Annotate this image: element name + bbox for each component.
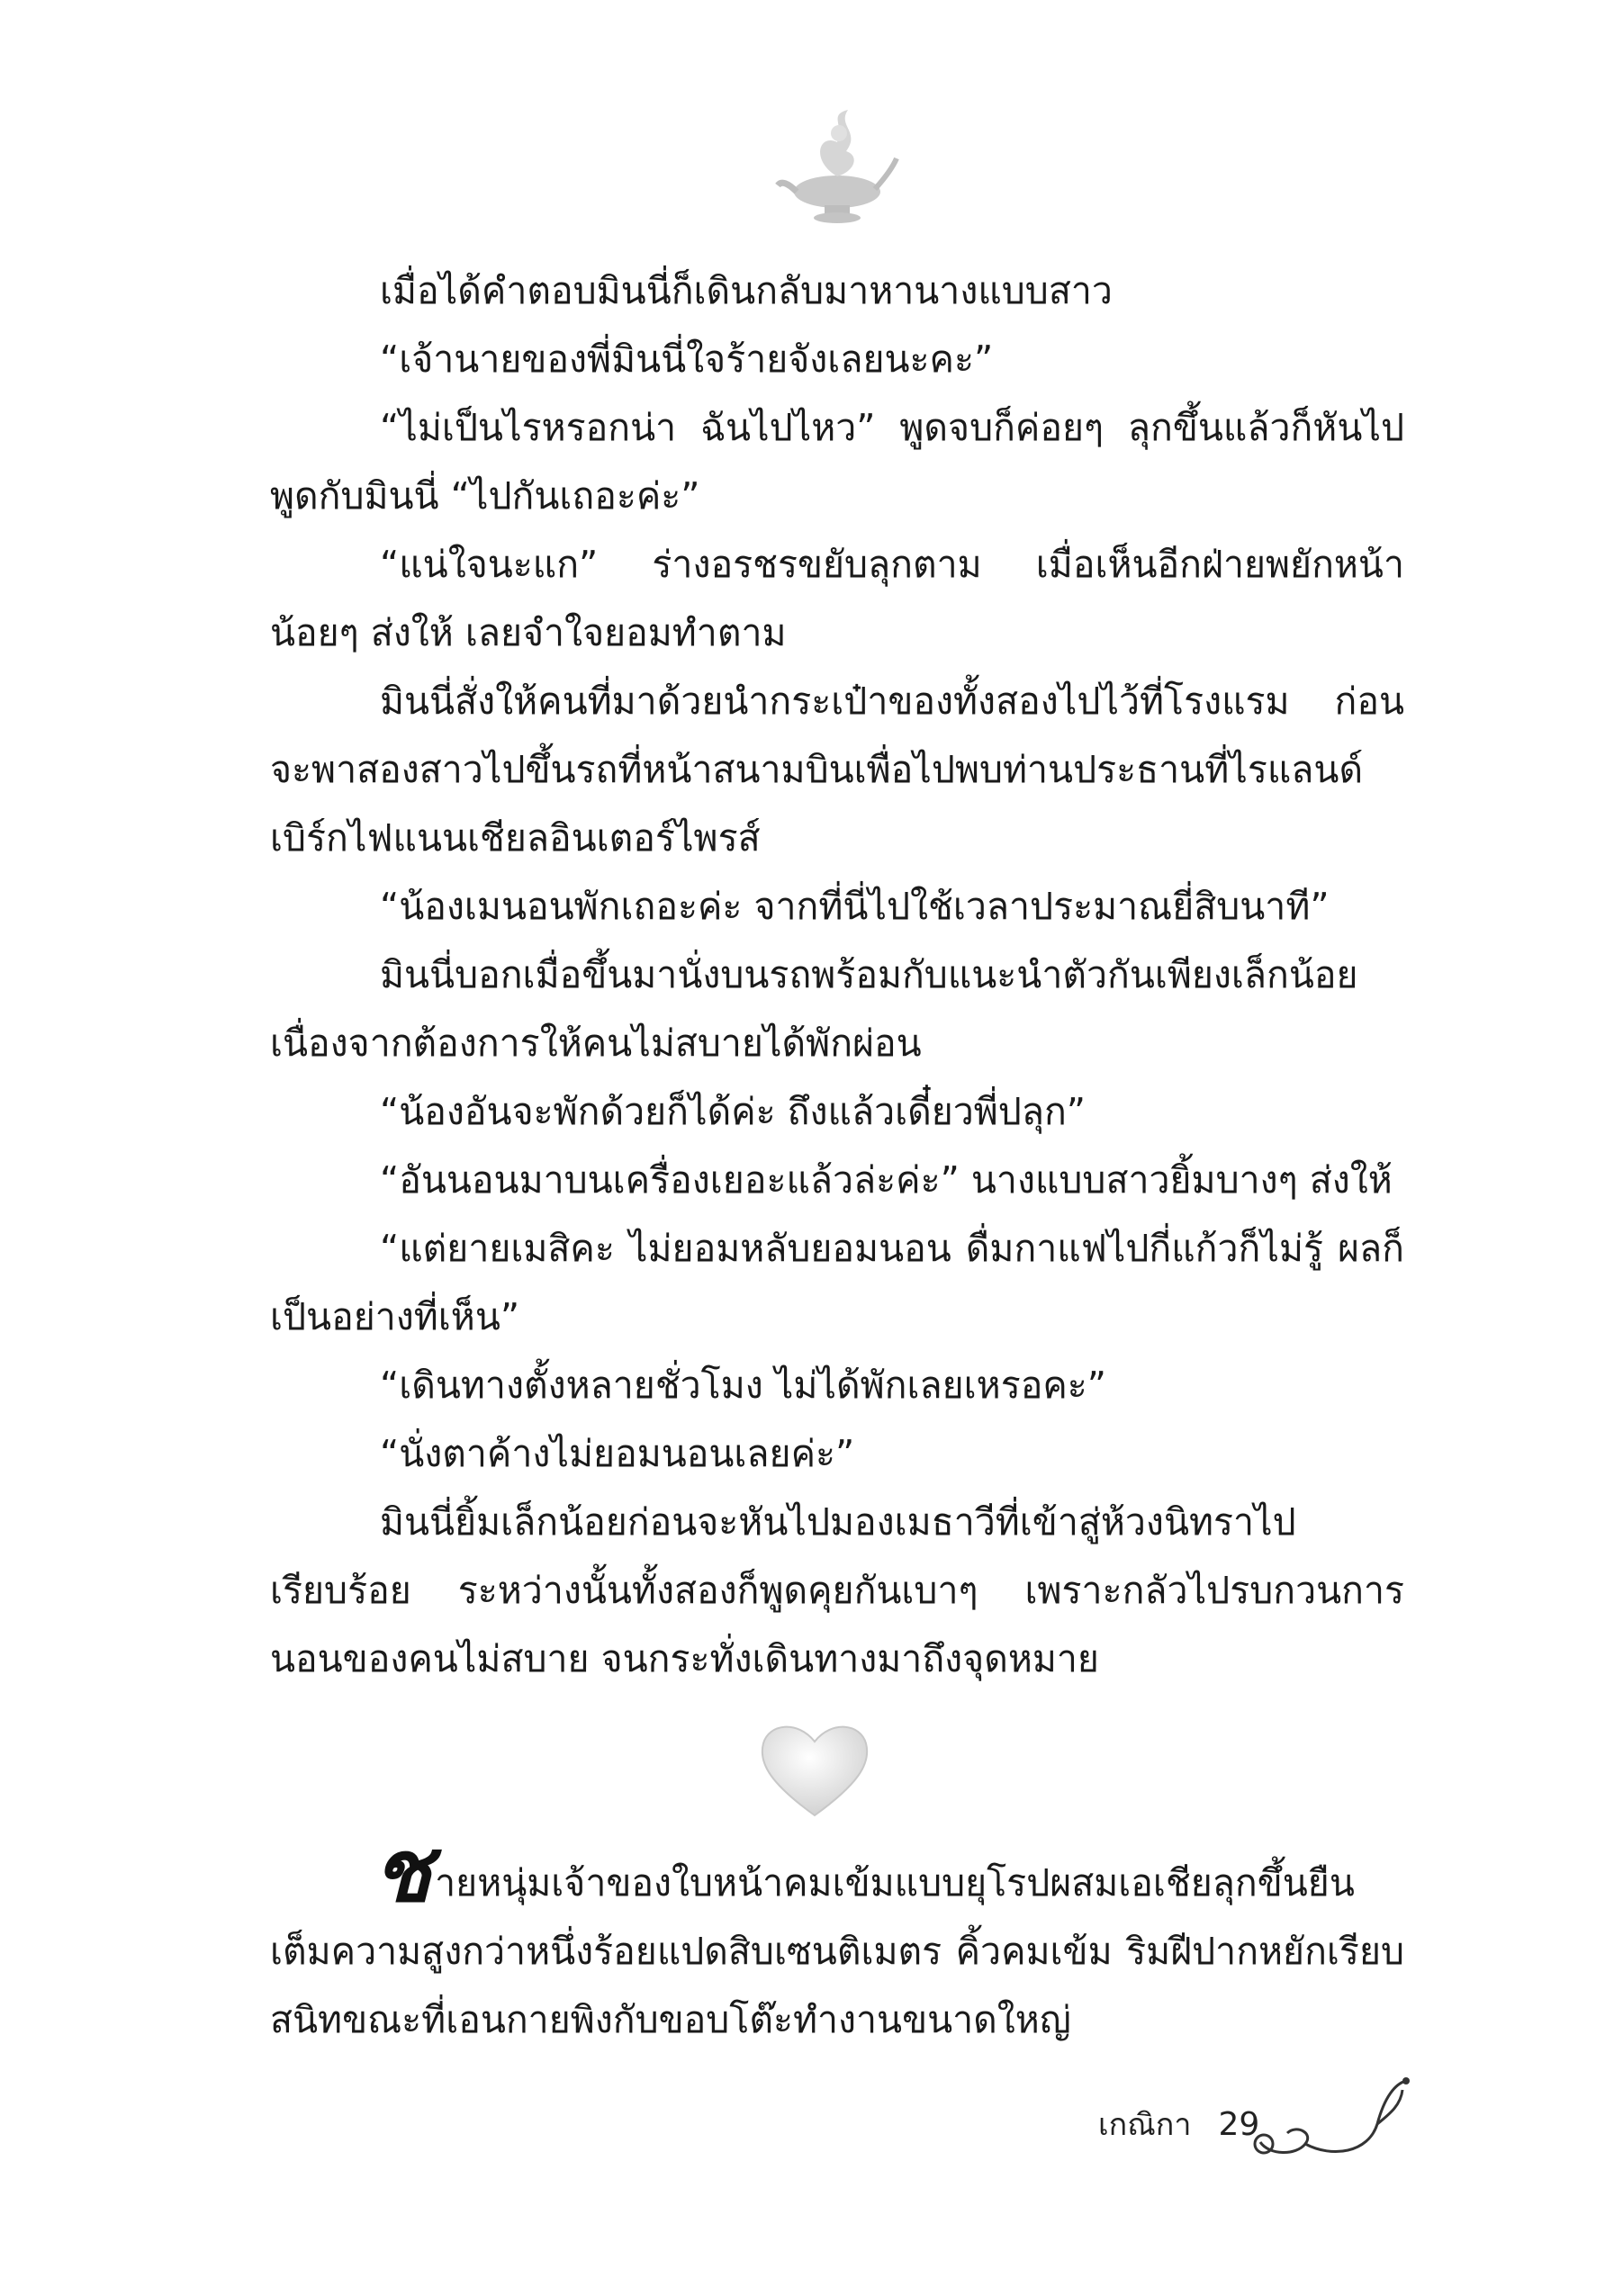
body-text bbox=[270, 257, 1404, 1693]
heart-icon bbox=[754, 1715, 876, 1823]
paragraph: “เจ้านายของพี่มินนี่ใจร้ายจังเลยนะคะ” bbox=[380, 338, 994, 381]
page-footer bbox=[1098, 2097, 1259, 2151]
section-paragraph-text: ายหนุ่มเจ้าของใบหน้าคมเข้มแบบยุโรปผสมเอเชียลุกขึ้นยืนเต็มความสูงกว่าหนึ่งร้อยแปดสิบเซนติเมตร คิ้วคมเข้ม ริมฝีปากหยักเรียบสนิทขณะที่เอนกายพิงกับขอบโต๊ะทำงานขนาดใหญ่ bbox=[270, 1861, 1404, 2041]
paragraph: มินนี่ยิ้มเล็กน้อยก่อนจะหันไปมองเมธาวีที่เข้าสู่ห้วงนิทราไปเรียบร้อย ระหว่างนั้นทั้งสองก็พูดคุยกันเบาๆ เพราะกลัวไปรบกวนการนอนของคนไม่สบาย จนกระทั่งเดินทางมาถึงจุดหมาย bbox=[270, 1500, 1404, 1680]
page-number: 29 bbox=[1218, 2105, 1260, 2143]
paragraph: “อันนอนมาบนเครื่องเยอะแล้วล่ะค่ะ” นางแบบสาวยิ้มบางๆ ส่งให้ bbox=[380, 1158, 1393, 1202]
stethoscope-icon bbox=[1242, 2070, 1413, 2160]
paragraph: “น้องเมนอนพักเถอะค่ะ จากที่นี่ไปใช้เวลาประมาณยี่สิบนาที” bbox=[380, 885, 1330, 928]
paragraph: “เดินทางตั้งหลายชั่วโมง ไม่ได้พักเลยเหรอคะ” bbox=[380, 1364, 1107, 1407]
genie-lamp-icon bbox=[774, 106, 900, 228]
paragraph: มินนี่สั่งให้คนที่มาด้วยนำกระเป๋าของทั้งสองไปไว้ที่โรงแรม ก่อนจะพาสองสาวไปขึ้นรถที่หน้าสนามบินเพื่อไปพบท่านประธานที่ไรแลนด์เบิร์กไฟแนนเชียลอินเตอร์ไพรส์ bbox=[270, 680, 1404, 860]
paragraph: เมื่อได้คำตอบมินนี่ก็เดินกลับมาหานางแบบสาว bbox=[380, 269, 1113, 312]
paragraph: มินนี่บอกเมื่อขึ้นมานั่งบนรถพร้อมกับแนะนำตัวกันเพียงเล็กน้อยเนื่องจากต้องการให้คนไม่สบายได้พักผ่อน bbox=[270, 953, 1358, 1065]
running-title: เกณิกา bbox=[1098, 2107, 1192, 2143]
paragraph: “แน่ใจนะแก” ร่างอรชรขยับลุกตาม เมื่อเห็นอีกฝ่ายพยักหน้าน้อยๆ ส่งให้ เลยจำใจยอมทำตาม bbox=[270, 543, 1404, 654]
paragraph bbox=[270, 1820, 1404, 2054]
paragraph: “ไม่เป็นไรหรอกน่า ฉันไปไหว” พูดจบก็ค่อยๆ ลุกขึ้นแล้วก็หันไปพูดกับมินนี่ “ไปกันเถอะค่ะ” bbox=[270, 406, 1404, 518]
paragraph: “แต่ยายเมสิคะ ไม่ยอมหลับยอมนอน ดื่มกาแฟไปกี่แก้วก็ไม่รู้ ผลก็เป็นอย่างที่เห็น” bbox=[270, 1227, 1404, 1338]
section-text bbox=[270, 1820, 1404, 2054]
paragraph: “น้องอันจะพักด้วยก็ได้ค่ะ ถึงแล้วเดี๋ยวพี่ปลุก” bbox=[380, 1090, 1087, 1133]
paragraph: “นั่งตาค้างไม่ยอมนอนเลยค่ะ” bbox=[380, 1432, 855, 1475]
drop-cap: ช bbox=[373, 1820, 432, 1922]
